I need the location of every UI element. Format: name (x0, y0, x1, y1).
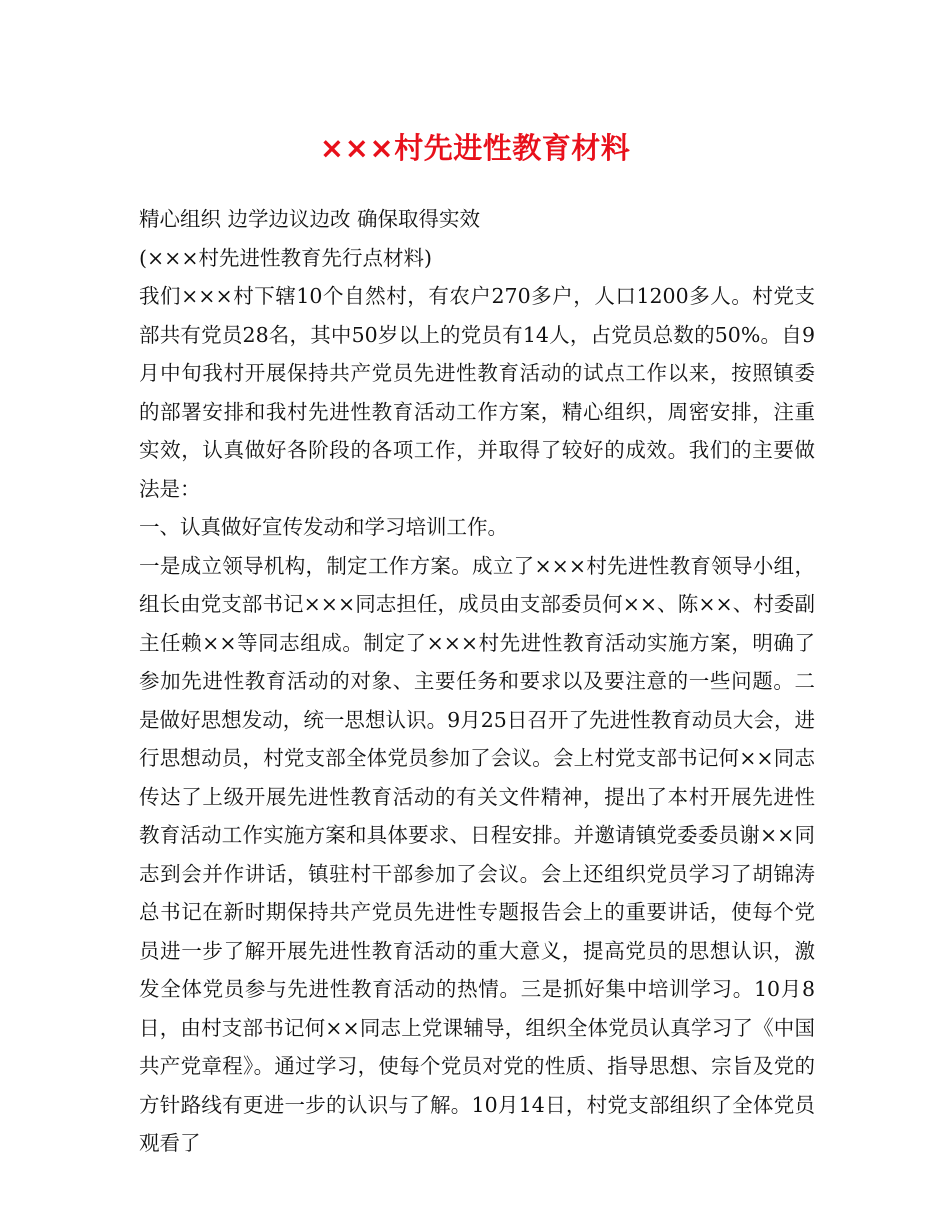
section-heading-1: 一、认真做好宣传发动和学习培训工作。 (139, 515, 508, 539)
paragraph-intro: 我们×××村下辖10个自然村，有农户270多户，人口1200多人。村党支部共有党员28名，其中50岁以上的党员有14人，占党员总数的50%。自9月中旬我村开展保持共产党员先进性教育活动的试点工作以来，按照镇委的部署安排和我村先进性教育活动工作方案，精心组织，周密安排，注重实效，认真做好各阶段的各项工作，并取得了较好的成效。我们的主要做法是： (139, 284, 815, 501)
document-title: ×××村先进性教育材料 (319, 131, 631, 165)
document-subnote: (×××村先进性教育先行点材料) (139, 245, 433, 270)
document-subtitle: 精心组织 边学边议边改 确保取得实效 (139, 207, 481, 231)
document-body (139, 200, 815, 1163)
paragraph-section-1: 一是成立领导机构，制定工作方案。成立了×××村先进性教育领导小组，组长由党支部书记×××同志担任，成员由支部委员何××、陈××、村委副主任赖××等同志组成。制定了×××村先进性教育活动实施方案，明确了参加先进性教育活动的对象、主要任务和要求以及要注意的一些问题。二是做好思想发动，统一思想认识。9月25日召开了先进性教育动员大会，进行思想动员，村党支部全体党员参加了会议。会上村党支部书记何××同志传达了上级开展先进性教育活动的有关文件精神，提出了本村开展先进性教育活动工作实施方案和具体要求、日程安排。并邀请镇党委委员谢××同志到会并作讲话，镇驻村干部参加了会议。会上还组织党员学习了胡锦涛总书记在新时期保持共产党员先进性专题报告会上的重要讲话，使每个党员进一步了解开展先进性教育活动的重大意义，提高党员的思想认识，激发全体党员参与先进性教育活动的热情。三是抓好集中培训学习。10月8日，由村支部书记何××同志上党课辅导，组织全体党员认真学习了《中国共产党章程》。通过学习，使每个党员对党的性质、指导思想、宗旨及党的方针路线有更进一步的认识与了解。10月14日，村党支部组织了全体党员观看了 (139, 553, 815, 1155)
